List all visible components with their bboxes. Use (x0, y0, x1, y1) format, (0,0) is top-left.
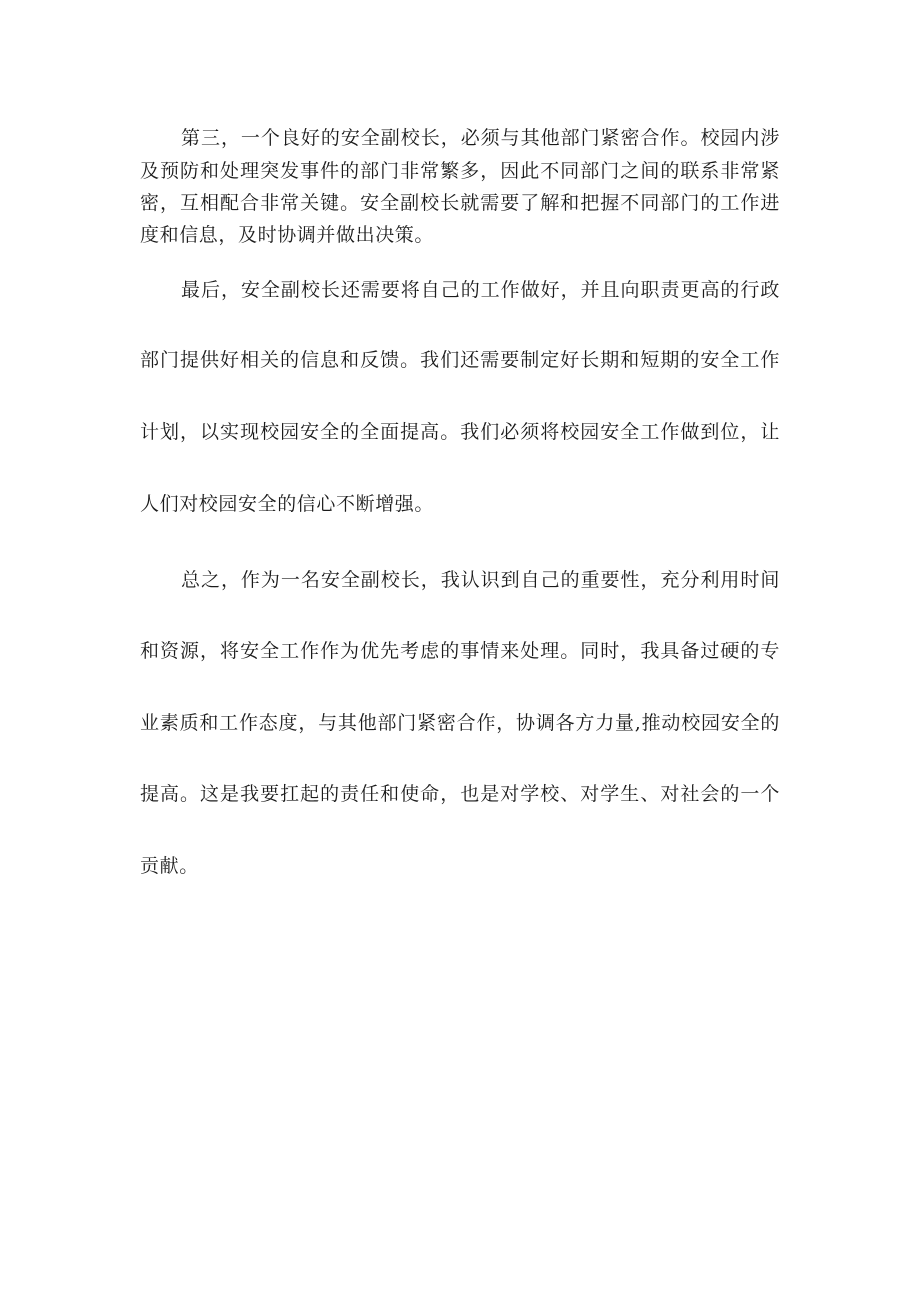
text-line: 和资源，将安全工作作为优先考虑的事情来处理。同时，我具备过硬的专 (140, 640, 780, 662)
text-line: 度和信息，及时协调并做出决策。 (140, 224, 435, 246)
text-line: 密，互相配合非常关键。安全副校长就需要了解和把握不同部门的工作进 (140, 192, 780, 214)
text-line: 人们对校园安全的信心不断增强。 (140, 493, 435, 515)
text-line: 总之，作为一名安全副校长，我认识到自己的重要性，充分利用时间 (181, 569, 780, 591)
text-line: 第三，一个良好的安全副校长，必须与其他部门紧密合作。校园内涉 (181, 127, 780, 149)
text-line: 及预防和处理突发事件的部门非常繁多，因此不同部门之间的联系非常紧 (140, 160, 780, 182)
text-line: 计划，以实现校园安全的全面提高。我们必须将校园安全工作做到位，让 (140, 421, 780, 443)
text-line: 业素质和工作态度，与其他部门紧密合作，协调各方力量,推动校园安全的 (140, 712, 780, 734)
text-line: 贡献。 (140, 855, 199, 877)
text-line: 最后，安全副校长还需要将自己的工作做好，并且向职责更高的行政 (181, 279, 780, 301)
text-line: 提高。这是我要扛起的责任和使命，也是对学校、对学生、对社会的一个 (140, 783, 780, 805)
text-line: 部门提供好相关的信息和反馈。我们还需要制定好长期和短期的安全工作 (140, 349, 780, 371)
